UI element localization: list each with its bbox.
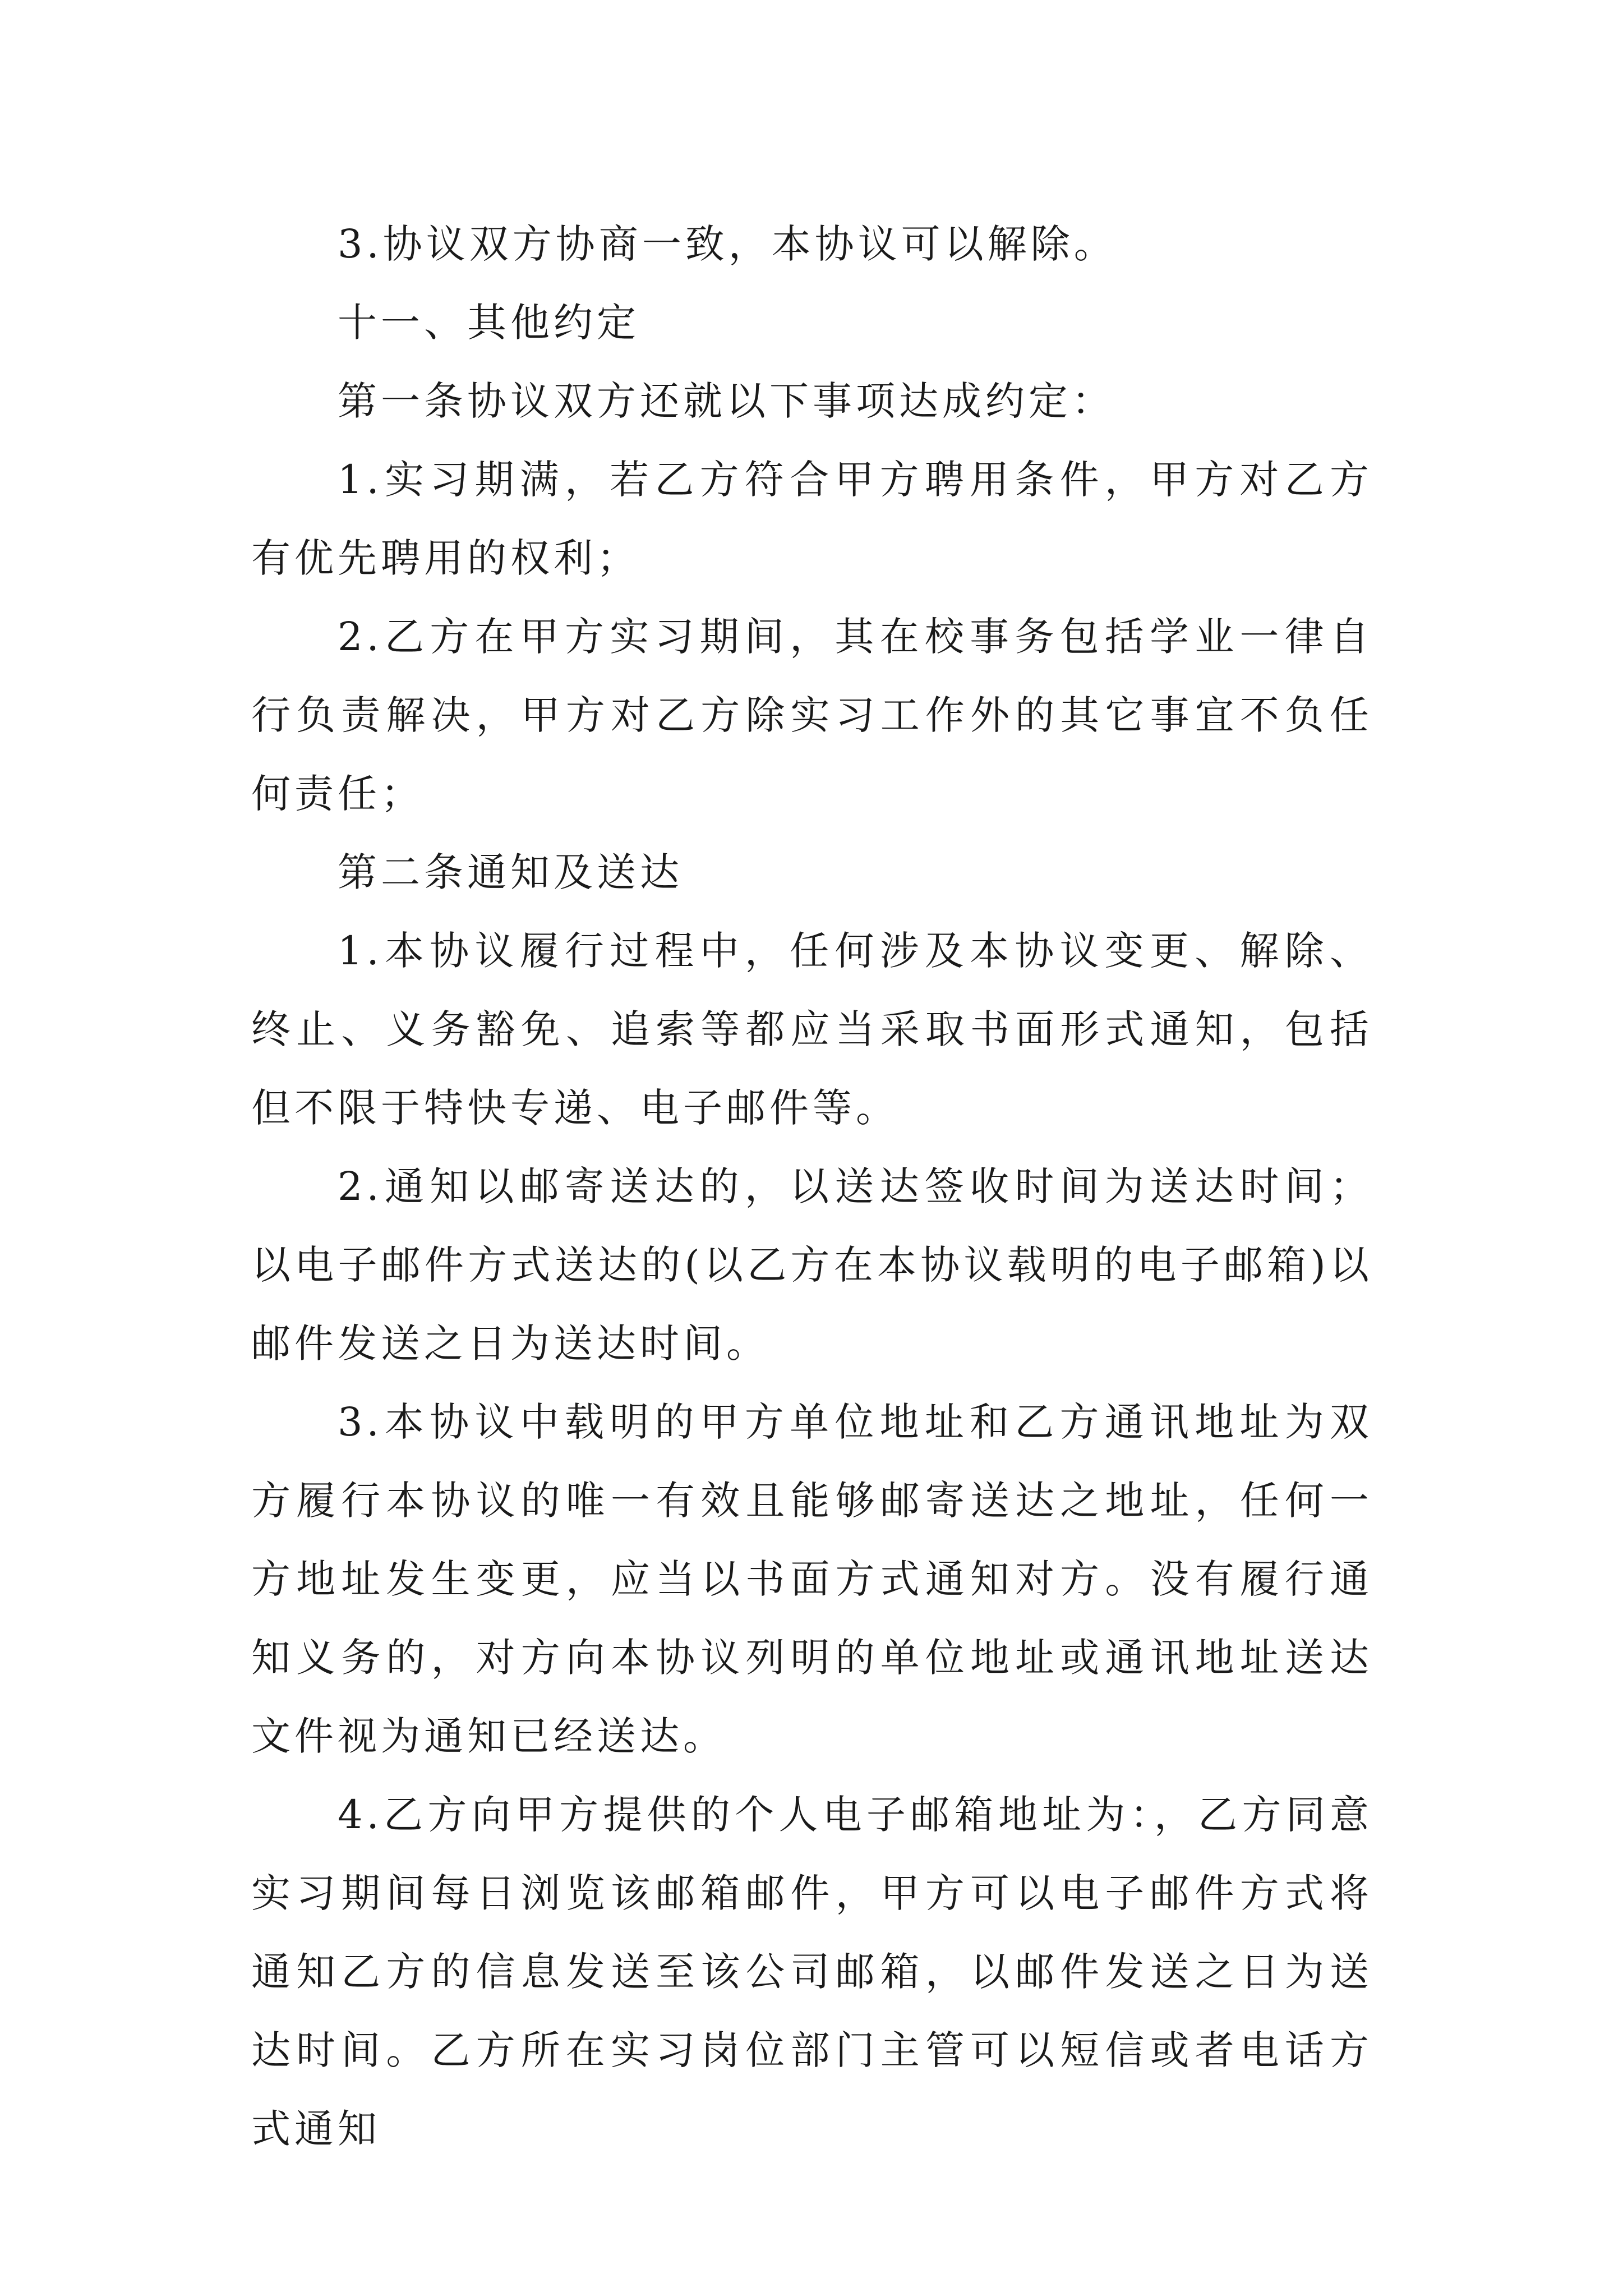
paragraph-school-affairs: 2.乙方在甲方实习期间，其在校事务包括学业一律自行负责解决，甲方对乙方除实习工作外的其它事宜不负任何责任； (251, 614, 1373, 817)
paragraph-email-address: 4.乙方向甲方提供的个人电子邮箱地址为：，乙方同意实习期间每日浏览该邮箱邮件，甲方可以电子邮件方式将通知乙方的信息发送至该公司邮箱，以邮件发送之日为送达时间。乙方所在实习岗位部门主管可以短信或者电话方式通知 (251, 1792, 1373, 2152)
paragraph-delivery-time: 2.通知以邮寄送达的，以送达签收时间为送达时间；以电子邮件方式送达的(以乙方在本协议载明的电子邮箱)以邮件发送之日为送达时间。 (251, 1163, 1373, 1366)
section-heading-other-agreements: 十一、其他约定 (338, 300, 640, 346)
article-two-heading: 第二条通知及送达 (338, 849, 683, 895)
article-one-heading: 第一条协议双方还就以下事项达成约定： (338, 378, 1115, 424)
paragraph-written-notice: 1.本协议履行过程中，任何涉及本协议变更、解除、终止、义务豁免、追索等都应当采取书面形式通知，包括但不限于特快专递、电子邮件等。 (251, 928, 1373, 1131)
paragraph-termination-clause: 3.协议双方协商一致，本协议可以解除。 (338, 221, 1117, 267)
document-body (251, 205, 1373, 2168)
paragraph-priority-hiring: 1.实习期满，若乙方符合甲方聘用条件，甲方对乙方有优先聘用的权利； (251, 457, 1373, 581)
paragraph-address-validity: 3.本协议中载明的甲方单位地址和乙方通讯地址为双方履行本协议的唯一有效且能够邮寄送达之地址，任何一方地址发生变更，应当以书面方式通知对方。没有履行通知义务的，对方向本协议列明的单位地址或通讯地址送达文件视为通知已经送达。 (251, 1399, 1373, 1759)
